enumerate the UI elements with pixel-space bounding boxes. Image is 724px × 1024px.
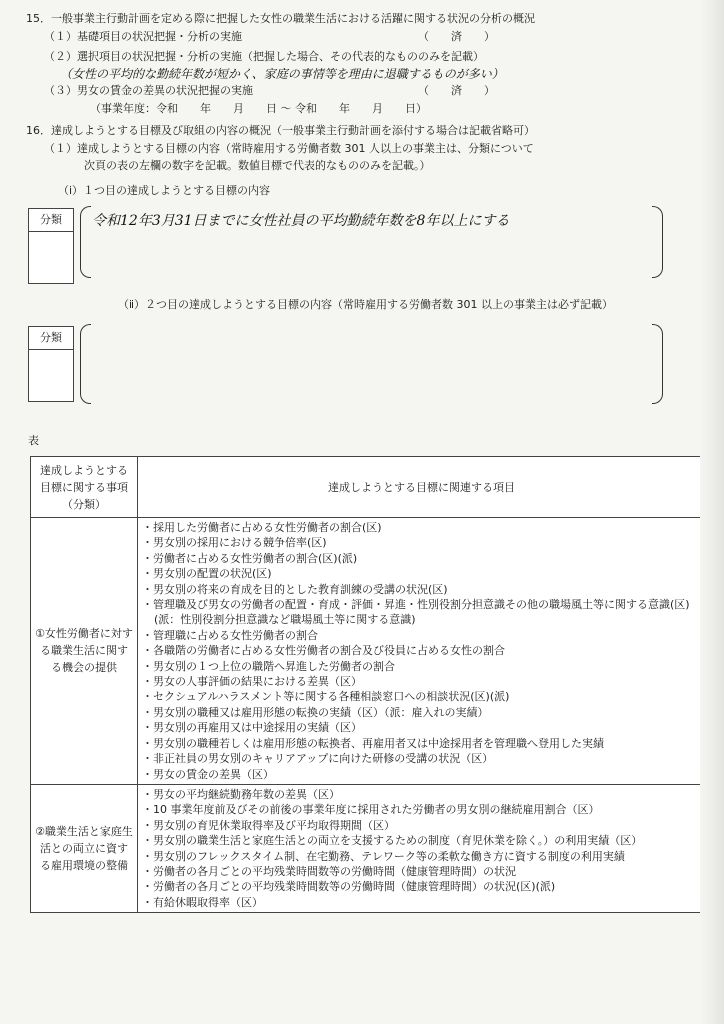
list-item: ・ 男女の人事評価の結果における差異（区） — [142, 674, 701, 689]
items-cell-1 — [138, 518, 706, 785]
section-15-item-2-handwritten: （女性の平均的な勤続年数が短かく、家庭の事情等を理由に退職するものが多い） — [60, 67, 504, 81]
list-item: ・ 男女別の採用における競争倍率(区) — [142, 535, 701, 550]
list-item: ・ 管理職に占める女性労働者の割合 — [142, 628, 701, 643]
goal-1-bracket-right — [652, 206, 663, 278]
section-15-title: 15．一般事業主行動計画を定める際に把握した女性の職業生活における活躍に関する状況の分析の概況 — [26, 12, 535, 25]
table-row — [31, 518, 706, 785]
table-caption: 表 — [28, 434, 39, 447]
goal-2-category-box[interactable] — [28, 326, 74, 402]
list-item: ・ 管理職及び男女の労働者の配置・育成・評価・昇進・性別役割分担意識その他の職場風土等に関する意識(区)(派：性別役割分担意識など職場風土等に関する意識) — [142, 597, 701, 628]
list-item: ・ 男女の平均継続勤務年数の差異（区） — [142, 787, 701, 802]
list-item: ・ 男女別の育児休業取得率及び平均取得期間（区） — [142, 818, 701, 833]
list-item: ・ 男女の賃金の差異（区） — [142, 767, 701, 782]
section-15-item-1-status: （ 済 ） — [418, 30, 495, 43]
section-15-item-3-status: （ 済 ） — [418, 84, 495, 97]
list-item: ・ 各職階の労働者に占める女性労働者の割合及び役員に占める女性の割合 — [142, 643, 701, 658]
list-item: ・ 労働者に占める女性労働者の割合(区)(派) — [142, 551, 701, 566]
section-16-item-1-line2: 次頁の表の左欄の数字を記載。数値目標で代表的なもののみを記載。） — [84, 159, 431, 172]
section-15-item-1: （１）基礎項目の状況把握・分析の実施 — [44, 30, 242, 43]
list-item: ・ 労働者の各月ごとの平均残業時間数等の労働時間（健康管理時間）の状況 — [142, 864, 701, 879]
table-col2-header: 達成しようとする目標に関連する項目 — [138, 457, 706, 518]
list-item: ・ 男女別の将来の育成を目的とした教育訓練の受講の状況(区) — [142, 582, 701, 597]
section-16-title: 16．達成しようとする目標及び取組の内容の概況（一般事業主行動計画を添付する場合は記載省略可） — [26, 124, 535, 137]
goal-2-category-header: 分類 — [29, 327, 73, 350]
list-item: ・ 男女別の配置の状況(区) — [142, 566, 701, 581]
table-row — [31, 784, 706, 912]
fiscal-year-line: （事業年度：令和 年 月 日 ～ 令和 年 月 日） — [90, 102, 427, 115]
list-item: ・ セクシュアルハラスメント等に関する各種相談窓口への相談状況(区)(派) — [142, 689, 701, 704]
list-item: ・ 非正社員の男女別のキャリアアップに向けた研修の受講の状況（区） — [142, 751, 701, 766]
list-item: ・ 男女別の職業生活と家庭生活との両立を支援するための制度（育児休業を除く。）の利用実績（区） — [142, 833, 701, 848]
goal-1-category-header: 分類 — [29, 209, 73, 232]
items-list-1 — [142, 520, 701, 782]
goal-1-handwritten-text[interactable]: 令和12年3月31日までに女性社員の平均勤続年数を8年以上にする — [92, 213, 510, 229]
section-15-item-2: （２）選択項目の状況把握・分析の実施（把握した場合、その代表的なもののみを記載） — [44, 50, 484, 63]
list-item: ・ 男女別の職種若しくは雇用形態の転換者、再雇用者又は中途採用者を管理職へ登用した実績 — [142, 736, 701, 751]
list-item: ・ 10 事業年度前及びその前後の事業年度に採用された労働者の男女別の継続雇用割合（区） — [142, 802, 701, 817]
goal-1-label: （ⅰ）１つ目の達成しようとする目標の内容 — [58, 184, 271, 197]
list-item: ・ 男女別の再雇用又は中途採用の実績（区） — [142, 720, 701, 735]
items-list-2 — [142, 787, 701, 910]
scan-edge-shadow — [700, 0, 724, 1024]
section-15-item-3: （３）男女の賃金の差異の状況把握の実施 — [44, 84, 253, 97]
goal-2-label: （ⅱ）２つ目の達成しようとする目標の内容（常時雇用する労働者数 301 以上の事業主は必ず記載） — [118, 298, 614, 311]
table-header-row — [31, 457, 706, 518]
goal-items-table — [30, 456, 706, 913]
category-cell-1: ①女性労働者に対する職業生活に関する機会の提供 — [31, 518, 138, 785]
list-item: ・ 労働者の各月ごとの平均残業時間数等の労働時間（健康管理時間）の状況(区)(派) — [142, 879, 701, 894]
goal-2-bracket-right[interactable] — [652, 324, 663, 404]
goal-1-category-box[interactable] — [28, 208, 74, 284]
list-item: ・ 男女別の職種又は雇用形態の転換の実績（区）（派：雇入れの実績） — [142, 705, 701, 720]
category-cell-2: ②職業生活と家庭生活との両立に資する雇用環境の整備 — [31, 784, 138, 912]
list-item: ・ 男女別の１つ上位の職階へ昇進した労働者の割合 — [142, 659, 701, 674]
list-item: ・ 採用した労働者に占める女性労働者の割合(区) — [142, 520, 701, 535]
goal-2-bracket-left — [80, 324, 91, 404]
section-16-item-1-line1: （１）達成しようとする目標の内容（常時雇用する労働者数 301 人以上の事業主は、分類について — [44, 142, 534, 155]
items-cell-2 — [138, 784, 706, 912]
list-item: ・ 男女別のフレックスタイム制、在宅勤務、テレワーク等の柔軟な働き方に資する制度の利用実績 — [142, 849, 701, 864]
goal-1-bracket-left — [80, 206, 91, 278]
table-col1-header: 達成しようとする目標に関する事項（分類） — [31, 457, 138, 518]
list-item: ・ 有給休暇取得率（区） — [142, 895, 701, 910]
